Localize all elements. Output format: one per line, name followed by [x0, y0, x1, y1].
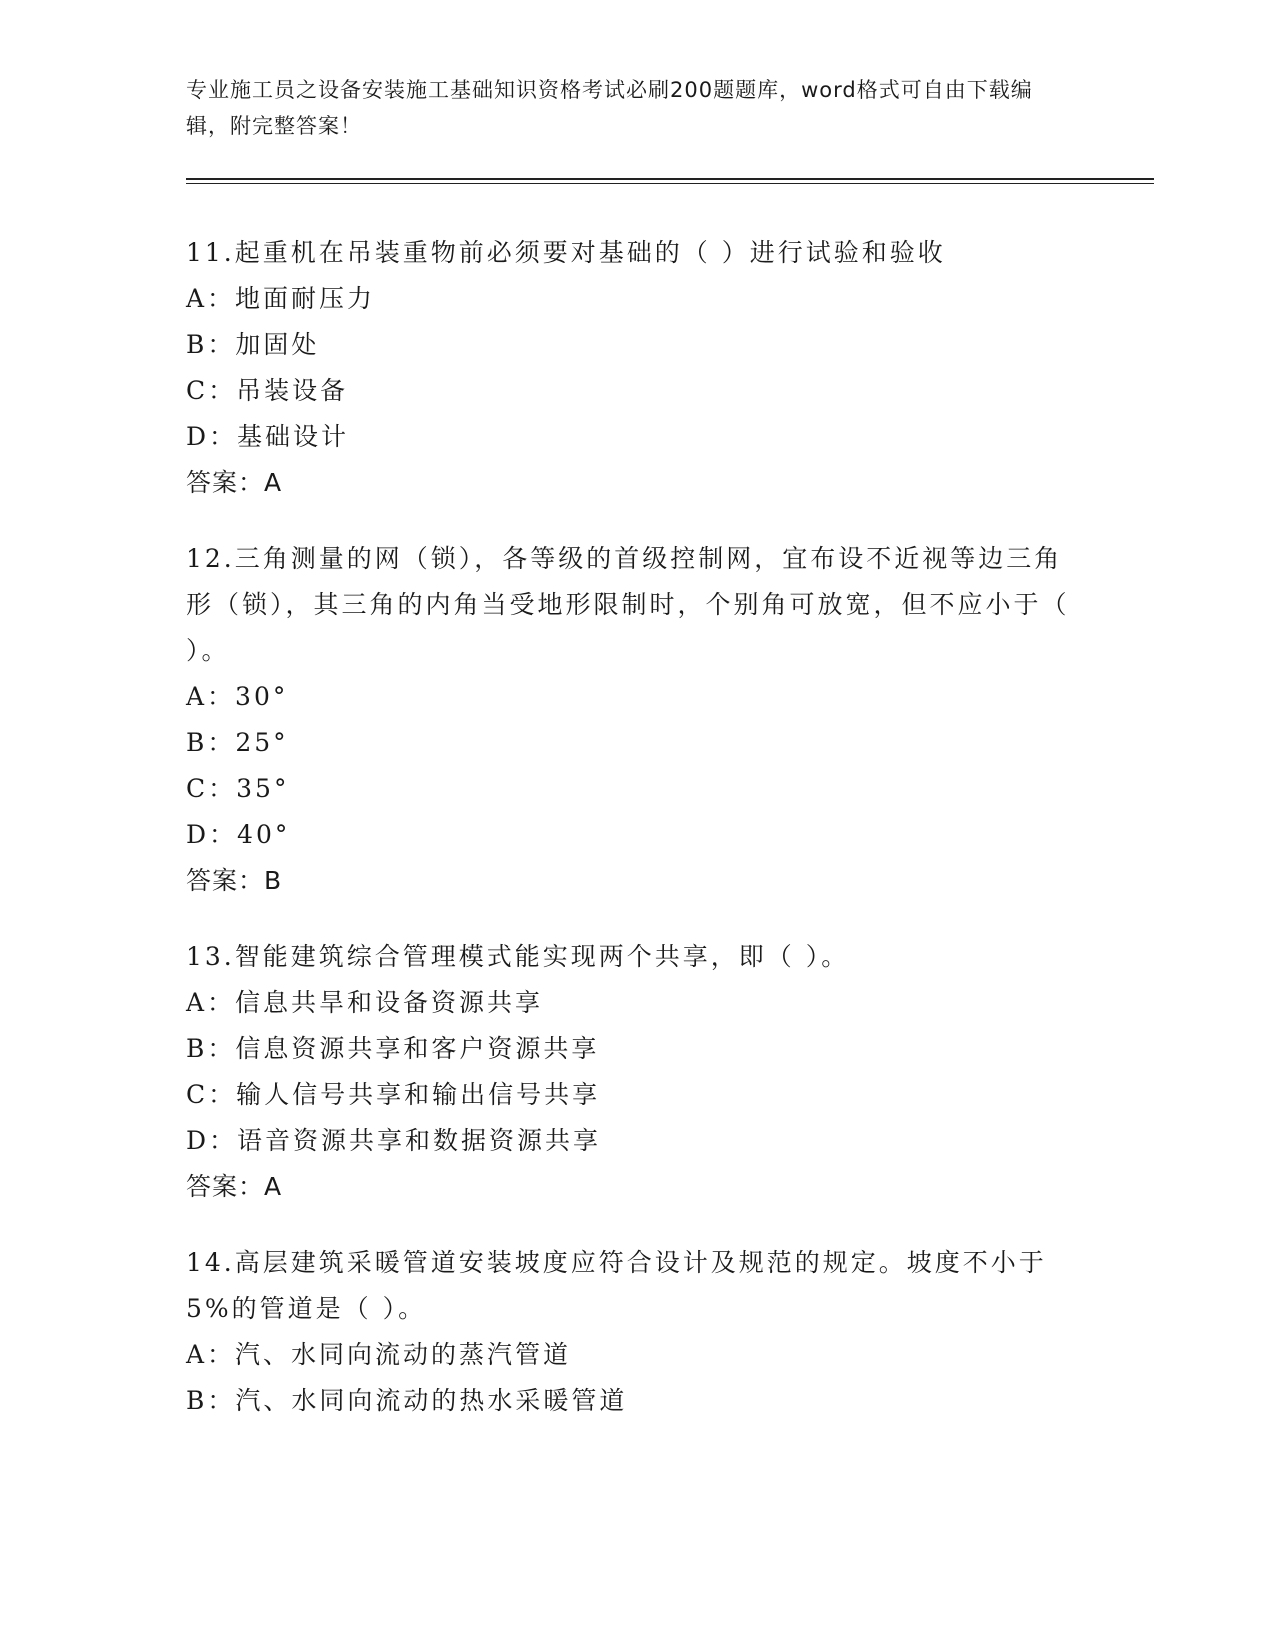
- option-a: A：汽、水同向流动的蒸汽管道: [186, 1340, 572, 1369]
- question-stem: 12.三角测量的网（锁），各等级的首级控制网，宜布设不近视等边三角形（锁），其三角的内角当受地形限制时，个别角可放宽，但不应小于（ ）。: [186, 544, 1070, 665]
- question-13: [186, 934, 1086, 1210]
- answer-line: 答案：A: [186, 468, 283, 497]
- option-b: B：加固处: [186, 330, 320, 359]
- option-a: A：地面耐压力: [186, 284, 376, 313]
- option-c: C：输人信号共享和输出信号共享: [186, 1080, 601, 1109]
- option-b: B：25°: [186, 728, 289, 757]
- question-stem: 13.智能建筑综合管理模式能实现两个共享，即（ ）。: [186, 942, 850, 971]
- question-stem: 11.起重机在吊装重物前必须要对基础的（ ）进行试验和验收: [186, 238, 946, 267]
- header-rule-thin: [186, 183, 1154, 184]
- option-d: D：基础设计: [186, 422, 350, 451]
- question-11: [186, 230, 1086, 506]
- answer-line: 答案：A: [186, 1172, 283, 1201]
- document-header: 专业施工员之设备安装施工基础知识资格考试必刷200题题库，word格式可自由下载编辑，附完整答案！: [186, 78, 1033, 138]
- header-rule-thick: [186, 178, 1154, 180]
- option-b: B：汽、水同向流动的热水采暖管道: [186, 1386, 628, 1415]
- option-d: D：40°: [186, 820, 291, 849]
- option-c: C：吊装设备: [186, 376, 349, 405]
- option-a: A：30°: [186, 682, 289, 711]
- question-stem: 14.高层建筑采暖管道安装坡度应符合设计及规范的规定。坡度不小于5%的管道是（ ）。: [186, 1248, 1047, 1323]
- answer-line: 答案：B: [186, 866, 283, 895]
- question-list: [186, 230, 1086, 1454]
- question-14: [186, 1240, 1086, 1424]
- option-c: C：35°: [186, 774, 290, 803]
- option-a: A：信息共旱和设备资源共享: [186, 988, 544, 1017]
- option-d: D：语音资源共享和数据资源共享: [186, 1126, 602, 1155]
- question-12: [186, 536, 1086, 904]
- option-b: B：信息资源共享和客户资源共享: [186, 1034, 600, 1063]
